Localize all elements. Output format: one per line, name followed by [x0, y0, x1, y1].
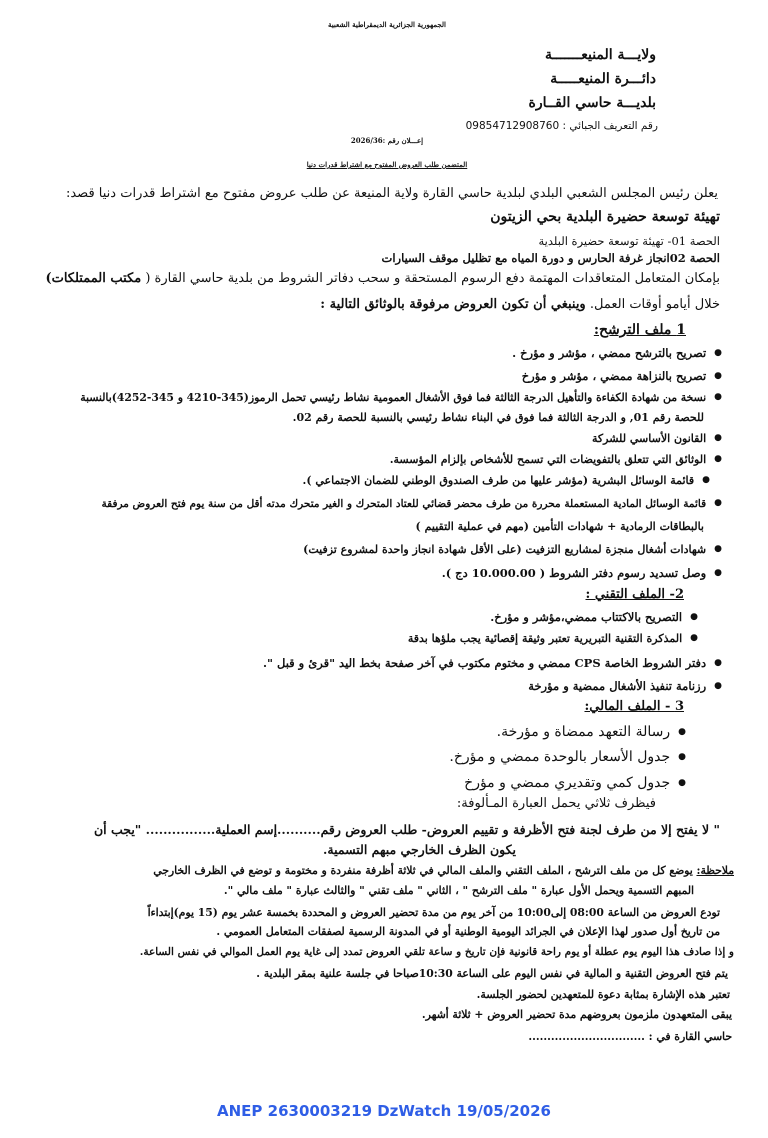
list-item: ● الوثائق التي تتعلق بالتفويضات التي تسمح للأشخاص بإلزام المؤسسة. — [390, 453, 722, 466]
list-item: ● قائمة الوسائل المادية المستعملة محررة من طرف محضر قضائي للعتاد المتحرك و الغير متحرك مدته أقل من سنة يوم فتح العروض مرفقة — [102, 498, 723, 510]
remark-line-5: و إذا صادف هذا اليوم يوم عطلة أو يوم راحة قانونية فإن تاريخ و ساعة تلقي العروض تمدد إلى غاية يوم العمل الموالي في نفس الساعة. — [139, 946, 734, 958]
list-item: ● قائمة الوسائل البشرية (مؤشر عليها من طرف الصندوق الوطني للضمان الاجتماعي ). — [302, 474, 710, 487]
access-line-1 — [45, 271, 720, 286]
section-1-title: 1 ملف الترشح: — [593, 322, 686, 338]
remark-line-6: يتم فتح العروض التقنية و المالية في نفس اليوم على الساعة 10:30صباحا في جلسة علنية بمقر البلدية . — [256, 967, 728, 980]
project-title: تهيئة توسعة حضيرة البلدية بحي الزيتون — [490, 209, 720, 225]
list-item: ● تصريح بالنزاهة ممضي ، مؤشر و مؤرخ — [522, 369, 722, 383]
envelope-quote-continued: يكون الظرف الخارجي مبهم التسمية. — [323, 842, 516, 857]
required-documents-intro: وينبغي أن تكون العروض مرفوقة بالوثائق التالية : — [320, 297, 586, 312]
list-item-continued: للحصة رقم 01, و الدرجة الثالثة فما فوق في البناء نشاط رئيسي بالنسبة للحصة رقم 02. — [292, 411, 704, 424]
section-2-title: 2- الملف التقني : — [585, 587, 684, 602]
list-item: ● القانون الأساسي للشركة — [592, 432, 722, 445]
list-item: ● رسالة التعهد ممضاة و مؤرخة. — [497, 724, 686, 740]
remark-line-7: تعتبر هذه الإشارة بمثابة دعوة للمتعهدين لحضور الجلسة. — [476, 988, 730, 1001]
section-3-title: 3 - الملف المالي: — [584, 699, 684, 714]
wilaya-label: ولايـــة المنيعـــــــة — [545, 47, 656, 63]
list-item: ● جدول الأسعار بالوحدة ممضي و مؤرخ. — [449, 749, 686, 765]
commune-label: بلديـــة حاسي القــارة — [528, 95, 656, 111]
tax-id: رقم التعريف الجبائي : 09854712908760 — [465, 120, 658, 132]
remark-line-1 — [153, 864, 734, 877]
list-item-continued: بالبطاقات الرمادية + شهادات التأمين (مهم في عملية التقييم ) — [415, 520, 704, 533]
list-item: ● تصريح بالترشح ممضي ، مؤشر و مؤرخ . — [512, 346, 722, 360]
remark-line-3: تودع العروض من الساعة 08:00 إلى10:00 من آخر يوم من مدة تحضير العروض و المحددة بخمسة عشر يوم (15 يوم)إبتداءاً — [147, 906, 720, 919]
notice-intro: يعلن رئيس المجلس الشعبي البلدي لبلدية حاسي القارة ولاية المنيعة عن طلب عروض مفتوح مع اشتراط قدرات دنيا قصد: — [65, 186, 718, 201]
lot-1: الحصة 01- تهيئة توسعة حضيرة البلدية — [538, 234, 720, 248]
remark-label: ملاحظة: — [696, 864, 734, 877]
list-item: ● نسخة من شهادة الكفاءة والتأهيل الدرجة الثالثة فما فوق الأشغال العمومية نشاط رئيسي تحمل الرموز(345-4210 و 345-4252)بالنسبة — [80, 391, 722, 404]
remark-line-8: يبقى المتعهدون ملزمون بعروضهم مدة تحضير العروض + ثلاثة أشهر. — [421, 1008, 732, 1021]
envelope-quote: " لا يفتح إلا من طرف لجنة فتح الأظرفة و تقييم العروض- طلب العروض رقم..........إسم العملية................ "يجب أن — [93, 822, 720, 837]
list-item: ● دفتر الشروط الخاصة CPS ممضي و مختوم مكتوب في آخر صفحة بخط اليد "قرئ و قبل ". — [263, 656, 722, 670]
remark-line-4: من تاريخ أول صدور لهذا الإعلان في الجرائد اليومية الوطنية أو في المدونة الرسمية لصفقات المتعامل العمومي . — [216, 925, 720, 938]
list-item: ● جدول كمي وتقديري ممضي و مؤرخ — [464, 775, 686, 791]
remark-line-2: المبهم التسمية ويحمل الأول عبارة " ملف الترشح " ، الثاني " ملف تقني " والثالث عبارة " ملف مالي ". — [223, 884, 694, 897]
access-line-2 — [320, 297, 720, 312]
list-item: ● شهادات أشغال منجزة لمشاريع التزفيت (على الأقل شهادة انجاز واحدة لمشروع تزفيت) — [303, 543, 722, 556]
place-date: حاسي القارة في : ............................... — [528, 1030, 732, 1043]
notice-number: إعـــلان رقم :2026/36 — [350, 136, 424, 145]
lot-2: الحصة 02انجاز غرفة الحارس و دورة المياه مع تظليل موقف السيارات — [381, 251, 720, 265]
list-item: ● وصل تسديد رسوم دفتر الشروط ( 10.000.00 دج ). — [442, 566, 722, 580]
footer-reference: ANEP 2630003219 DzWatch 19/05/2026 — [217, 1102, 551, 1120]
remark-text: يوضع كل من ملف الترشح ، الملف التقني والملف المالي في ثلاثة أظرفة منفردة و مختومة و توضع في الظرف الخارجي — [153, 864, 697, 877]
properties-office: مكتب الممتلكات) — [45, 271, 142, 286]
access-text: بإمكان المتعامل المتعاقدات المهتمة دفع الرسوم المستحقة و سحب دفاتر الشروط من بلدية حاسي القارة ( — [145, 271, 720, 286]
envelope-note: فيظرف ثلاثي يحمل العبارة المـألوفة: — [456, 796, 656, 811]
list-item: ● المذكرة التقنية التبريرية تعتبر وثيقة إقصائية يجب ملؤها بدقة — [408, 632, 698, 645]
list-item: ● التصريح بالاكتتاب ممضي،مؤشر و مؤرخ. — [490, 610, 698, 624]
notice-subject: المتضمن طلب العروض المفتوح مع اشتراط قدرات دنيا — [306, 160, 468, 169]
daira-label: دائـــرة المنيعـــــة — [550, 71, 656, 87]
republic-heading: الجمهورية الجزائرية الديمقراطية الشعبية — [327, 20, 446, 29]
access-hours: خلال أيامو أوقات العمل. — [585, 297, 720, 312]
list-item: ● رزنامة تنفيذ الأشغال ممضية و مؤرخة — [528, 679, 722, 693]
